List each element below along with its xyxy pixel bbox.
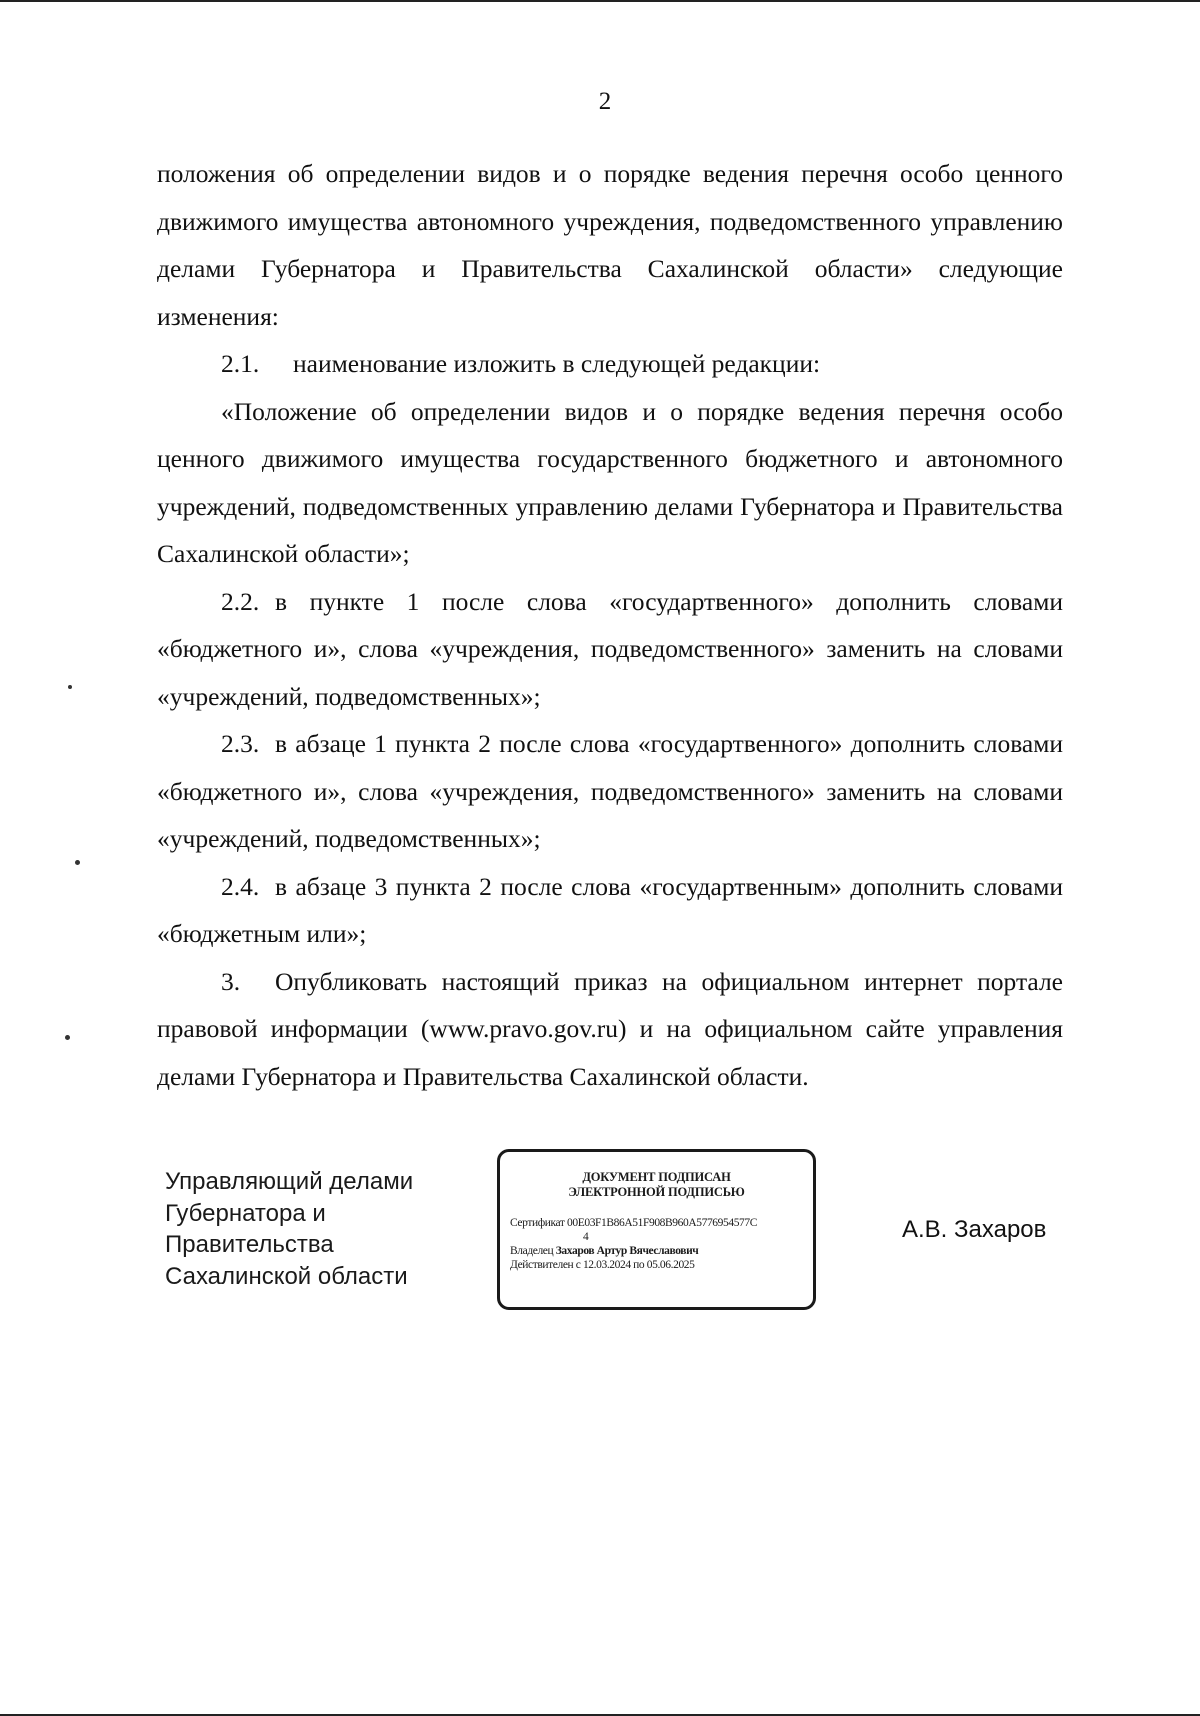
item-3 xyxy=(157,958,1063,1101)
item-2-3-text: в абзаце 1 пункта 2 после слова «государтвенного» дополнить словами «бюджетного и», слова «учреждения, подведомственного» заменить на словами «учреждений, подведомственных»; xyxy=(157,729,1063,853)
item-2-1-number: 2.1. xyxy=(221,349,260,378)
stamp-certificate-tail: 4 xyxy=(583,1231,589,1243)
scan-speck xyxy=(75,860,80,865)
stamp-owner xyxy=(500,1244,813,1258)
stamp-title xyxy=(500,1170,813,1200)
item-2-2-number: 2.2. xyxy=(221,586,260,616)
item-2-4-text: в абзаце 3 пункта 2 после слова «государтвенным» дополнить словами «бюджетным или»; xyxy=(157,871,1063,948)
signer-position-line: Управляющий делами xyxy=(165,1168,414,1195)
page-number: 2 xyxy=(598,88,612,115)
item-2-2-text: в пункте 1 после слова «государтвенного» дополнить словами «бюджетного и», слова «учреждения, подведомственного» заменить на словами «учреждений, подведомственных»; xyxy=(157,586,1063,711)
stamp-owner-label: Владелец xyxy=(510,1245,554,1257)
signer-position xyxy=(165,1166,413,1292)
stamp-certificate-value: 00E03F1B86A51F908B960A5776954577C xyxy=(567,1217,758,1229)
stamp-title-line: ДОКУМЕНТ ПОДПИСАН xyxy=(582,1170,731,1184)
item-3-number: 3. xyxy=(221,966,241,996)
signer-position-line: Сахалинской области xyxy=(165,1262,408,1290)
electronic-signature-stamp xyxy=(497,1149,816,1310)
item-2-1-text: наименование изложить в следующей редакции: xyxy=(293,349,821,378)
document-body xyxy=(157,150,1063,1100)
signer-position-line: Правительства xyxy=(165,1231,334,1258)
signer-position-line: Губернатора и xyxy=(165,1199,326,1227)
top-border-rule xyxy=(0,0,1200,2)
scan-speck xyxy=(65,1035,70,1040)
stamp-certificate-label: Сертификат xyxy=(510,1217,565,1229)
item-2-3 xyxy=(157,720,1063,863)
item-2-2 xyxy=(157,578,1063,721)
quoted-title-paragraph: «Положение об определении видов и о порядке ведения перечня особо ценного движимого имущества государственного бюджетного и автономного учреждений, подведомственных управлению делами Губернатора и Правительства Сахалинской области»; xyxy=(157,396,1063,568)
item-3-text: Опубликовать настоящий приказ на официальном интернет портале правовой информации (www.pravo.gov.ru) и на официальном сайте управления делами Губернатора и Правительства Сахалинской области. xyxy=(157,966,1063,1091)
scan-speck xyxy=(68,685,72,689)
stamp-validity: Действителен с 12.03.2024 по 05.06.2025 xyxy=(510,1259,695,1271)
item-2-4 xyxy=(157,863,1063,958)
stamp-certificate xyxy=(500,1216,813,1230)
item-2-3-number: 2.3. xyxy=(221,729,260,758)
item-2-1 xyxy=(157,340,1063,388)
intro-paragraph: положения об определении видов и о порядке ведения перечня особо ценного движимого имущества автономного учреждения, подведомственного управлению делами Губернатора и Правительства Сахалинской области» следующие изменения: xyxy=(157,159,1063,331)
stamp-owner-name: Захаров Артур Вячеславович xyxy=(555,1245,699,1257)
stamp-title-line: ЭЛЕКТРОННОЙ ПОДПИСЬЮ xyxy=(568,1185,745,1199)
item-2-4-number: 2.4. xyxy=(221,871,260,901)
signer-name: А.В. Захаров xyxy=(902,1216,1047,1243)
